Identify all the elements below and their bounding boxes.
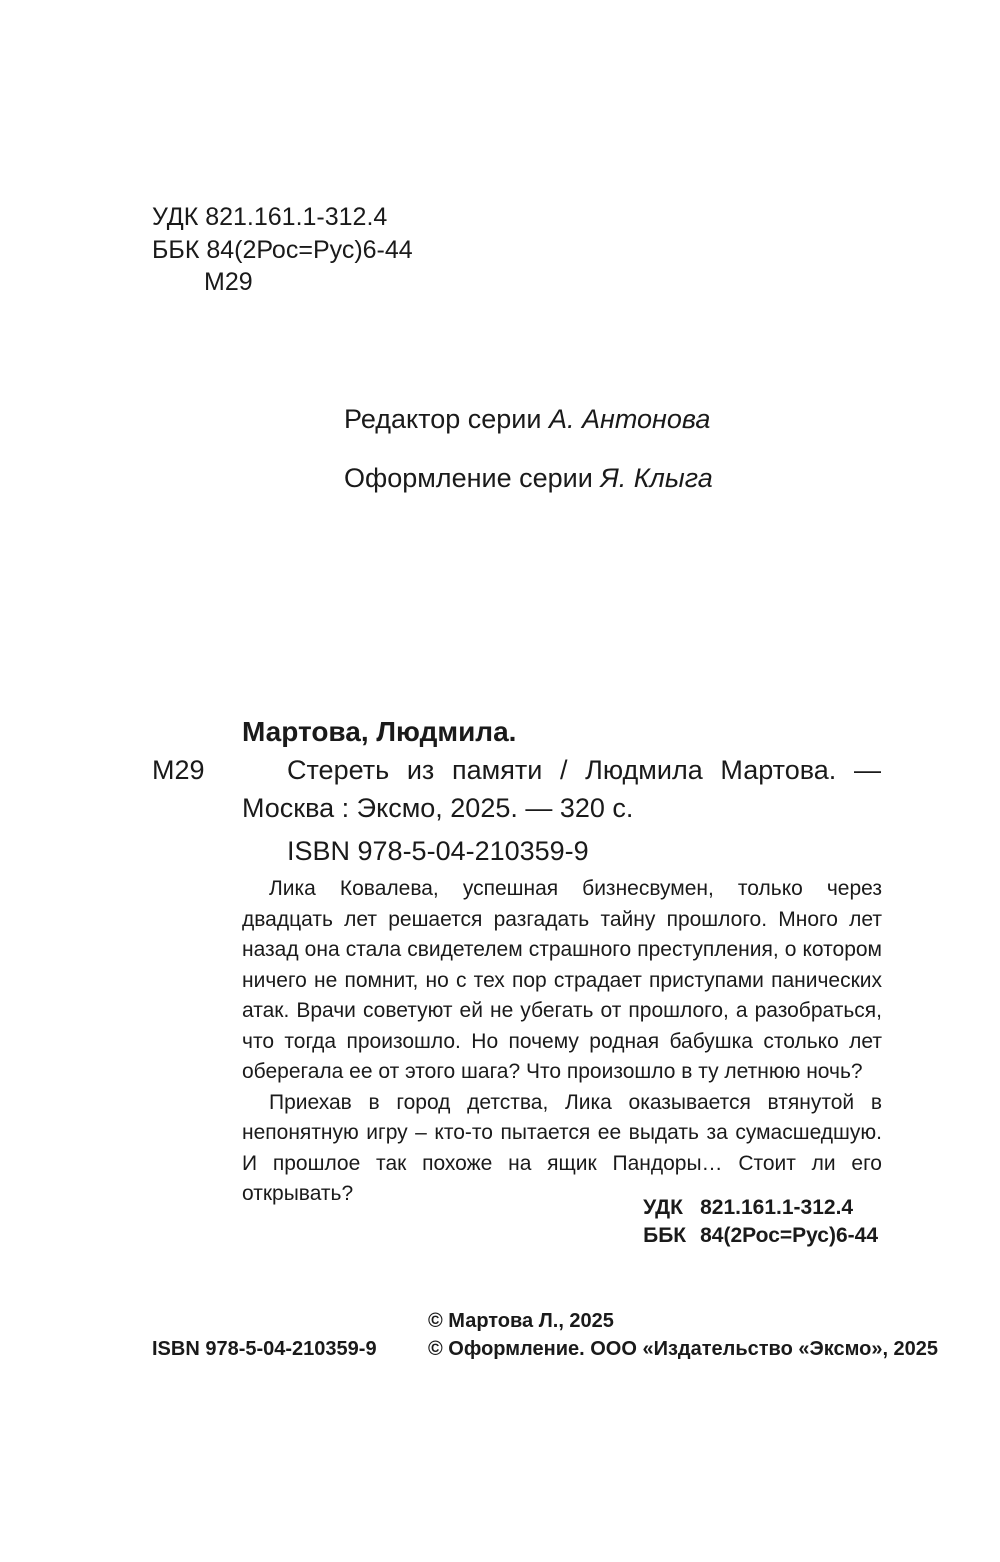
abstract [242, 874, 882, 1210]
series-design-name: Я. Клыга [600, 463, 713, 493]
abstract-paragraph-2: Приехав в город детства, Лика оказывается втянутой в непонятную игру – кто-то пытается ее выдать за сумасшедшую. И прошлое так похоже на ящик Пандоры… Стоит ли его открывать? [242, 1090, 882, 1205]
codes-bbk-label: ББК [643, 1224, 687, 1247]
abstract-paragraph-1: Лика Ковалева, успешная бизнесвумен, только через двадцать лет решается разгадать тайну прошлого. Много лет назад она стала свидетелем страшного преступления, о котором ничего не помнит, но с тех пор страдает приступами панических атак. Врачи советуют ей не убегать от прошлого, а разобраться, что тогда произошло. Но почему родная бабушка столько лет оберегала ее от этого шага? Что произошло в ту летнюю ночь? [242, 877, 882, 1083]
header-code: М29 [204, 268, 253, 296]
series-design-label: Оформление серии [344, 463, 593, 493]
copyright-author: © Мартова Л., 2025 [428, 1310, 614, 1332]
footer-isbn: ISBN 978-5-04-210359-9 [152, 1338, 377, 1360]
series-design [344, 461, 713, 495]
series-editor [344, 402, 710, 436]
series-editor-label: Редактор серии [344, 404, 542, 434]
bib-isbn: ISBN 978-5-04-210359-9 [287, 836, 589, 866]
series-editor-name: А. Антонова [548, 404, 711, 434]
codes-udk-label: УДК [643, 1196, 683, 1219]
bib-title-line2: Москва : Эксмо, 2025. — 320 с. [242, 793, 634, 823]
header-udk: УДК 821.161.1-312.4 [152, 203, 388, 231]
header-bbk: ББК 84(2Рос=Рус)6-44 [152, 236, 413, 264]
author-heading: Мартова, Людмила. [242, 716, 517, 747]
bib-title-line1: Стереть из памяти / Людмила Мартова. — [287, 755, 881, 785]
copyright-design: © Оформление. ООО «Издательство «Эксмо», 2025 [428, 1338, 939, 1360]
codes-udk-value: 821.161.1-312.4 [700, 1196, 854, 1219]
bib-code: М29 [152, 755, 205, 785]
codes-bbk-value: 84(2Рос=Рус)6-44 [700, 1224, 878, 1247]
classification-codes [643, 1194, 878, 1250]
